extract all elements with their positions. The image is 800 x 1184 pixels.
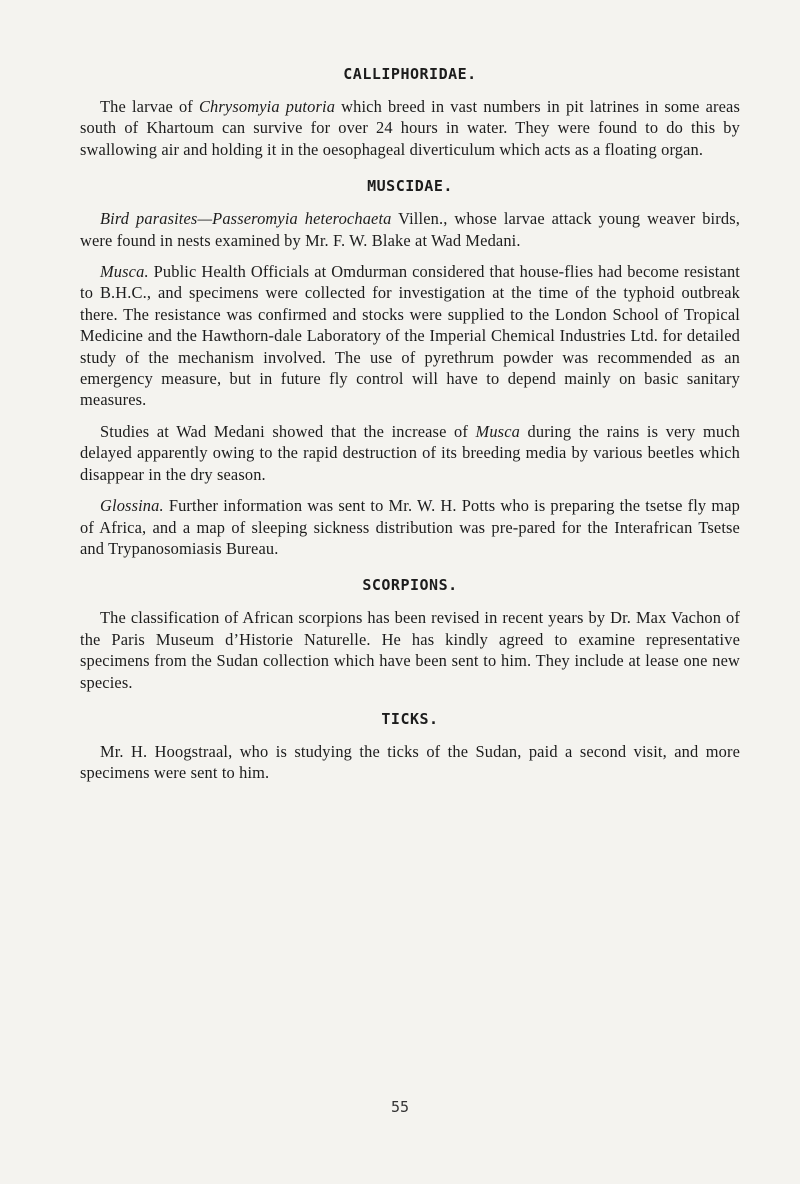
subheading-glossina: Glossina. bbox=[100, 496, 164, 516]
section-heading-calliphoridae: CALLIPHORIDAE. bbox=[343, 65, 477, 83]
text-run: Public Health Officials at Omdurman considered that house-flies had become resistant to B.H.C., and specimens were collected for investigation at the time of the typhoid outbreak there. The resistance was confirmed and stocks were supplied to the London School of Tropical Medicine and the Hawthorn-dale Laboratory of the Imperial Chemical Industries Ltd. for detailed study of the mechanism involved. The use of pyrethrum powder was recommended as an emergency measure, but in future fly control will have to depend mainly on basic sanitary measures. bbox=[80, 262, 740, 410]
section-heading-ticks: TICKS. bbox=[381, 709, 439, 728]
paragraph-chrysomyia bbox=[80, 96, 740, 160]
text-run: Further information was sent to Mr. W. H. Potts who is preparing the tsetse fly map of Africa, and a map of sleeping sickness distribution was pre-pared for the Interafrican Tsetse and Trypanosomiasis Bureau. bbox=[80, 496, 740, 558]
text-run: The larvae of bbox=[100, 97, 199, 116]
page-content bbox=[80, 64, 740, 794]
page-number: 55 bbox=[390, 1098, 410, 1116]
paragraph-glossina bbox=[80, 495, 740, 559]
subheading-musca: Musca. bbox=[100, 262, 149, 282]
subheading-bird-parasites: Bird parasites—Passeromyia heterochaeta bbox=[100, 209, 392, 229]
paragraph-wad-medani-studies bbox=[80, 421, 740, 485]
paragraph-bird-parasites bbox=[80, 208, 740, 251]
paragraph-musca bbox=[80, 261, 740, 411]
text-run: which breed in vast numbers in pit latrines in some areas south of Khartoum can survive for over 24 hours in water. They were found to do this by swallowing air and holding it in the oesophageal diverticulum which acts as a floating organ. bbox=[80, 97, 741, 159]
genus-name: Musca bbox=[475, 421, 520, 441]
paragraph-ticks: Mr. H. Hoogstraal, who is studying the ticks of the Sudan, paid a second visit, and more specimens were sent to him. bbox=[80, 741, 740, 783]
text-run: during the rains is very much delayed apparently owing to the rapid destruction of its breeding media by various beetles which disappear in the dry season. bbox=[80, 421, 740, 484]
section-heading-scorpions: SCORPIONS. bbox=[362, 576, 458, 595]
text-run: Villen., whose larvae attack young weaver birds, were found in nests examined by Mr. F. W. Blake at Wad Medani. bbox=[80, 209, 740, 250]
text-run: Studies at Wad Medani showed that the increase of bbox=[100, 421, 476, 441]
paragraph-scorpions: The classification of African scorpions has been revised in recent years by Dr. Max Vachon of the Paris Museum d’Historie Naturelle. He has kindly agreed to examine representative specimens from the Sudan collection which have been sent to him. They include at lease one new species. bbox=[80, 608, 740, 692]
section-heading-muscidae: MUSCIDAE. bbox=[367, 177, 453, 196]
species-name: Chrysomyia putoria bbox=[198, 97, 336, 116]
